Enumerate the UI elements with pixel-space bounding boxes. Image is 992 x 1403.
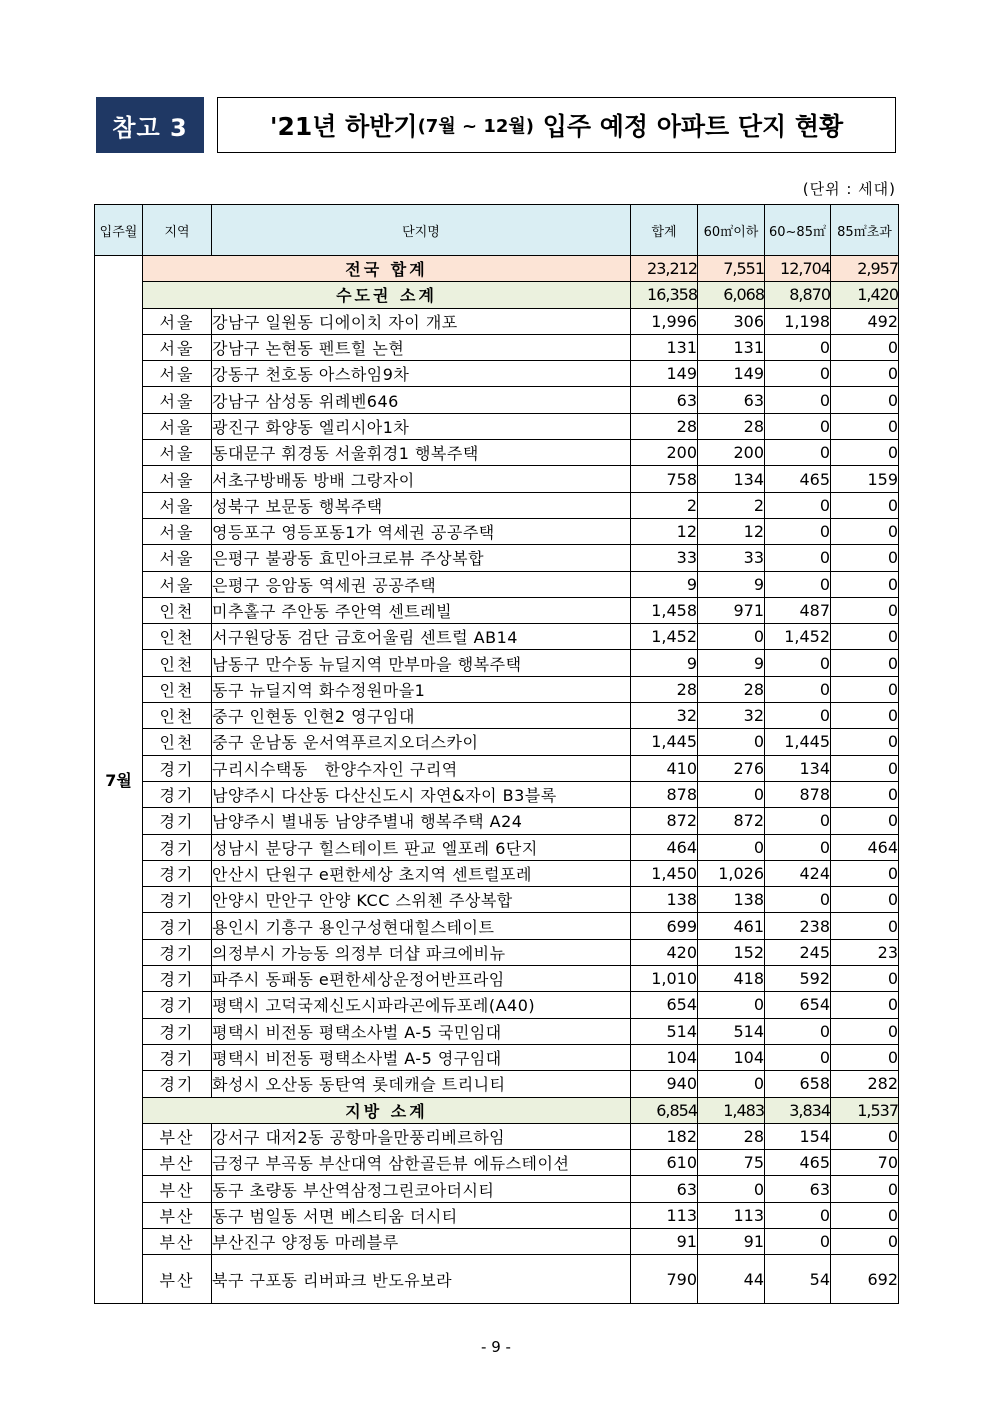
over85-cell: 0 [831,1044,899,1070]
complex-name-cell: 의정부시 가능동 의정부 더샵 파크에비뉴 [212,939,631,965]
mid-size-cell: 424 [765,860,831,886]
total-cell: 1,450 [631,860,698,886]
over85-cell: 0 [831,597,899,623]
capital-under60: 6,068 [698,282,765,308]
over85-cell: 0 [831,650,899,676]
over85-cell: 23 [831,939,899,965]
region-cell: 서울 [143,413,212,439]
total-cell: 63 [631,387,698,413]
region-cell: 부산 [143,1228,212,1254]
complex-name-cell: 서초구방배동 방배 그랑자이 [212,466,631,492]
total-cell: 1,452 [631,624,698,650]
mid-size-cell: 1,198 [765,308,831,334]
complex-name-cell: 구리시수택동 한양수자인 구리역 [212,755,631,781]
total-cell: 104 [631,1044,698,1070]
complex-name-cell: 남동구 만수동 뉴딜지역 만부마을 행복주택 [212,650,631,676]
over85-cell: 0 [831,992,899,1018]
over85-cell: 0 [831,729,899,755]
mid-size-cell: 465 [765,466,831,492]
table-row [95,703,899,729]
region-cell: 인천 [143,676,212,702]
table-row [95,413,899,439]
total-cell: 63 [631,1176,698,1202]
complex-name-cell: 파주시 동패동 e편한세상운정어반프라임 [212,966,631,992]
over85-cell: 0 [831,571,899,597]
mid-size-cell: 0 [765,518,831,544]
mid-size-cell: 0 [765,571,831,597]
mid-size-cell: 0 [765,676,831,702]
mid-size-cell: 238 [765,913,831,939]
complex-name-cell: 안산시 단원구 e편한세상 초지역 센트럴포레 [212,860,631,886]
complex-name-cell: 성북구 보문동 행복주택 [212,492,631,518]
total-cell: 12 [631,518,698,544]
region-cell: 경기 [143,755,212,781]
under60-cell: 0 [698,1071,765,1097]
table-row [95,1176,899,1202]
table-row [95,518,899,544]
over85-cell: 0 [831,1176,899,1202]
mid-size-cell: 0 [765,387,831,413]
under60-cell: 44 [698,1255,765,1304]
total-cell: 113 [631,1202,698,1228]
complex-name-cell: 화성시 오산동 동탄역 롯데캐슬 트리니티 [212,1071,631,1097]
under60-cell: 28 [698,1123,765,1149]
under60-cell: 306 [698,308,765,334]
total-cell: 200 [631,440,698,466]
table-row [95,308,899,334]
over85-cell: 0 [831,703,899,729]
complex-name-cell: 강남구 삼성동 위례벤646 [212,387,631,413]
over85-cell: 0 [831,913,899,939]
complex-name-cell: 강서구 대저2동 공항마을만풍리베르하임 [212,1123,631,1149]
complex-name-cell: 서구원당동 검단 금호어울림 센트럴 AB14 [212,624,631,650]
complex-name-cell: 중구 인현동 인현2 영구임대 [212,703,631,729]
complex-name-cell: 광진구 화양동 엘리시아1차 [212,413,631,439]
national-under60: 7,551 [698,256,765,282]
local-60-85: 3,834 [765,1097,831,1123]
table-row [95,466,899,492]
title-main: '21년 하반기 [269,112,418,141]
region-cell: 서울 [143,545,212,571]
over85-cell: 0 [831,413,899,439]
under60-cell: 200 [698,440,765,466]
region-cell: 경기 [143,1044,212,1070]
region-cell: 경기 [143,1018,212,1044]
total-cell: 149 [631,361,698,387]
over85-cell: 0 [831,966,899,992]
region-cell: 경기 [143,913,212,939]
under60-cell: 872 [698,808,765,834]
under60-cell: 0 [698,992,765,1018]
mid-size-cell: 592 [765,966,831,992]
table-row [95,992,899,1018]
table-header-row [95,205,899,256]
national-total-row [95,256,899,282]
under60-cell: 138 [698,887,765,913]
mid-size-cell: 0 [765,887,831,913]
capital-total: 16,358 [631,282,698,308]
total-cell: 410 [631,755,698,781]
mid-size-cell: 1,445 [765,729,831,755]
under60-cell: 418 [698,966,765,992]
complex-name-cell: 성남시 분당구 힐스테이트 판교 엘포레 6단지 [212,834,631,860]
mid-size-cell: 0 [765,413,831,439]
region-cell: 서울 [143,387,212,413]
total-cell: 138 [631,887,698,913]
table-row [95,755,899,781]
total-cell: 131 [631,334,698,360]
under60-cell: 28 [698,413,765,439]
under60-cell: 12 [698,518,765,544]
table-row [95,361,899,387]
complex-name-cell: 안양시 만안구 안양 KCC 스위첸 주상복합 [212,887,631,913]
complex-name-cell: 동구 범일동 서면 베스티움 더시티 [212,1202,631,1228]
header-total: 합계 [631,205,698,256]
mid-size-cell: 487 [765,597,831,623]
under60-cell: 75 [698,1150,765,1176]
under60-cell: 0 [698,781,765,807]
region-cell: 서울 [143,571,212,597]
national-total: 23,212 [631,256,698,282]
table-row [95,676,899,702]
reference-badge [96,97,204,153]
under60-cell: 134 [698,466,765,492]
table-row [95,387,899,413]
mid-size-cell: 0 [765,834,831,860]
total-cell: 28 [631,413,698,439]
region-cell: 부산 [143,1176,212,1202]
total-cell: 610 [631,1150,698,1176]
mid-size-cell: 0 [765,1202,831,1228]
capital-over85: 1,420 [831,282,899,308]
total-cell: 9 [631,650,698,676]
complex-name-cell: 동구 뉴딜지역 화수정원마을1 [212,676,631,702]
header-name: 단지명 [212,205,631,256]
total-cell: 1,445 [631,729,698,755]
mid-size-cell: 154 [765,1123,831,1149]
complex-name-cell: 북구 구포동 리버파크 반도유보라 [212,1255,631,1304]
capital-subtotal-label: 수도권 소계 [143,282,631,308]
table-row [95,913,899,939]
region-cell: 서울 [143,492,212,518]
under60-cell: 276 [698,755,765,781]
table-row [95,939,899,965]
total-cell: 790 [631,1255,698,1304]
month-cell: 7월 [95,256,143,1304]
region-cell: 경기 [143,992,212,1018]
mid-size-cell: 0 [765,361,831,387]
complex-name-cell: 남양주시 별내동 남양주별내 행복주택 A24 [212,808,631,834]
total-cell: 699 [631,913,698,939]
region-cell: 경기 [143,1071,212,1097]
under60-cell: 9 [698,571,765,597]
page-title [217,97,896,153]
total-cell: 182 [631,1123,698,1149]
over85-cell: 0 [831,624,899,650]
mid-size-cell: 0 [765,808,831,834]
total-cell: 9 [631,571,698,597]
table-row [95,334,899,360]
over85-cell: 0 [831,518,899,544]
over85-cell: 0 [831,334,899,360]
region-cell: 서울 [143,466,212,492]
total-cell: 28 [631,676,698,702]
header-under60: 60㎡이하 [698,205,765,256]
total-cell: 33 [631,545,698,571]
region-cell: 인천 [143,650,212,676]
under60-cell: 28 [698,676,765,702]
under60-cell: 131 [698,334,765,360]
total-cell: 91 [631,1228,698,1254]
total-cell: 872 [631,808,698,834]
unit-note: (단위 : 세대) [802,180,896,198]
mid-size-cell: 0 [765,650,831,676]
total-cell: 878 [631,781,698,807]
mid-size-cell: 54 [765,1255,831,1304]
region-cell: 경기 [143,834,212,860]
region-cell: 경기 [143,860,212,886]
over85-cell: 492 [831,308,899,334]
over85-cell: 0 [831,440,899,466]
over85-cell: 70 [831,1150,899,1176]
mid-size-cell: 1,452 [765,624,831,650]
total-cell: 1,996 [631,308,698,334]
region-cell: 서울 [143,361,212,387]
total-cell: 2 [631,492,698,518]
table-row [95,624,899,650]
mid-size-cell: 0 [765,703,831,729]
region-cell: 경기 [143,887,212,913]
table-row [95,1202,899,1228]
over85-cell: 159 [831,466,899,492]
complex-name-cell: 은평구 불광동 효민아크로뷰 주상복합 [212,545,631,571]
under60-cell: 32 [698,703,765,729]
national-total-label: 전국 합계 [143,256,631,282]
table-row [95,545,899,571]
over85-cell: 0 [831,1018,899,1044]
region-cell: 인천 [143,624,212,650]
mid-size-cell: 654 [765,992,831,1018]
region-cell: 인천 [143,703,212,729]
complex-name-cell: 용인시 기흥구 용인구성현대힐스테이트 [212,913,631,939]
complex-name-cell: 부산진구 양정동 마레블루 [212,1228,631,1254]
table-row [95,571,899,597]
header-60-85: 60~85㎡ [765,205,831,256]
over85-cell: 0 [831,545,899,571]
over85-cell: 0 [831,387,899,413]
table-row [95,860,899,886]
over85-cell: 0 [831,361,899,387]
mid-size-cell: 0 [765,1018,831,1044]
local-total: 6,854 [631,1097,698,1123]
table-row [95,1228,899,1254]
complex-name-cell: 중구 운남동 운서역푸르지오더스카이 [212,729,631,755]
region-cell: 부산 [143,1202,212,1228]
under60-cell: 971 [698,597,765,623]
table-row [95,1018,899,1044]
under60-cell: 9 [698,650,765,676]
complex-name-cell: 동구 초량동 부산역삼정그린코아더시티 [212,1176,631,1202]
region-cell: 서울 [143,440,212,466]
complex-name-cell: 강남구 논현동 펜트힐 논현 [212,334,631,360]
over85-cell: 0 [831,492,899,518]
region-cell: 부산 [143,1150,212,1176]
national-over85: 2,957 [831,256,899,282]
title-period: (7월 ~ 12월) [417,116,534,137]
region-cell: 경기 [143,781,212,807]
under60-cell: 0 [698,834,765,860]
total-cell: 32 [631,703,698,729]
local-over85: 1,537 [831,1097,899,1123]
national-60-85: 12,704 [765,256,831,282]
total-cell: 758 [631,466,698,492]
table-row [95,440,899,466]
table-row [95,1255,899,1304]
region-cell: 부산 [143,1123,212,1149]
under60-cell: 63 [698,387,765,413]
region-cell: 인천 [143,729,212,755]
table-row [95,729,899,755]
over85-cell: 0 [831,1202,899,1228]
local-subtotal-row [95,1097,899,1123]
over85-cell: 282 [831,1071,899,1097]
over85-cell: 692 [831,1255,899,1304]
over85-cell: 464 [831,834,899,860]
complex-name-cell: 강동구 천호동 아스하임9차 [212,361,631,387]
over85-cell: 0 [831,887,899,913]
table-row [95,597,899,623]
mid-size-cell: 0 [765,334,831,360]
region-cell: 서울 [143,308,212,334]
badge-text: 참고 3 [112,113,188,142]
mid-size-cell: 658 [765,1071,831,1097]
header-over85: 85㎡초과 [831,205,899,256]
under60-cell: 0 [698,1176,765,1202]
table-body [95,256,899,1304]
under60-cell: 0 [698,729,765,755]
under60-cell: 113 [698,1202,765,1228]
header-month: 입주월 [95,205,143,256]
region-cell: 서울 [143,518,212,544]
region-cell: 인천 [143,597,212,623]
complex-name-cell: 평택시 비전동 평택소사벌 A-5 영구임대 [212,1044,631,1070]
mid-size-cell: 0 [765,1228,831,1254]
mid-size-cell: 134 [765,755,831,781]
under60-cell: 1,026 [698,860,765,886]
table-row [95,966,899,992]
complex-name-cell: 은평구 응암동 역세권 공공주택 [212,571,631,597]
total-cell: 420 [631,939,698,965]
under60-cell: 152 [698,939,765,965]
region-cell: 경기 [143,939,212,965]
capital-subtotal-row [95,282,899,308]
complex-name-cell: 평택시 비전동 평택소사벌 A-5 국민임대 [212,1018,631,1044]
region-cell: 경기 [143,966,212,992]
mid-size-cell: 878 [765,781,831,807]
mid-size-cell: 0 [765,492,831,518]
mid-size-cell: 465 [765,1150,831,1176]
table-row [95,1150,899,1176]
under60-cell: 514 [698,1018,765,1044]
under60-cell: 91 [698,1228,765,1254]
title-rest: 입주 예정 아파트 단지 현황 [534,112,844,141]
complex-name-cell: 영등포구 영등포동1가 역세권 공공주택 [212,518,631,544]
table-row [95,781,899,807]
region-cell: 서울 [143,334,212,360]
table-row [95,1044,899,1070]
total-cell: 1,010 [631,966,698,992]
local-under60: 1,483 [698,1097,765,1123]
under60-cell: 0 [698,624,765,650]
complex-name-cell: 미추홀구 주안동 주안역 센트레빌 [212,597,631,623]
mid-size-cell: 63 [765,1176,831,1202]
over85-cell: 0 [831,860,899,886]
over85-cell: 0 [831,676,899,702]
mid-size-cell: 0 [765,545,831,571]
apartment-table [94,204,899,1304]
complex-name-cell: 동대문구 휘경동 서울휘경1 행복주택 [212,440,631,466]
under60-cell: 2 [698,492,765,518]
under60-cell: 461 [698,913,765,939]
local-subtotal-label: 지방 소계 [143,1097,631,1123]
complex-name-cell: 금정구 부곡동 부산대역 삼한골든뷰 에듀스테이션 [212,1150,631,1176]
over85-cell: 0 [831,781,899,807]
table-row [95,1123,899,1149]
over85-cell: 0 [831,755,899,781]
header-region: 지역 [143,205,212,256]
table-row [95,1071,899,1097]
under60-cell: 104 [698,1044,765,1070]
mid-size-cell: 245 [765,939,831,965]
region-cell: 경기 [143,808,212,834]
total-cell: 1,458 [631,597,698,623]
complex-name-cell: 남양주시 다산동 다산신도시 자연&자이 B3블록 [212,781,631,807]
total-cell: 514 [631,1018,698,1044]
total-cell: 464 [631,834,698,860]
table-row [95,808,899,834]
table-row [95,650,899,676]
mid-size-cell: 0 [765,1044,831,1070]
table-row [95,834,899,860]
over85-cell: 0 [831,808,899,834]
under60-cell: 33 [698,545,765,571]
under60-cell: 149 [698,361,765,387]
complex-name-cell: 평택시 고덕국제신도시파라곤에듀포레(A40) [212,992,631,1018]
total-cell: 940 [631,1071,698,1097]
complex-name-cell: 강남구 일원동 디에이치 자이 개포 [212,308,631,334]
table-row [95,887,899,913]
total-cell: 654 [631,992,698,1018]
over85-cell: 0 [831,1123,899,1149]
table-row [95,492,899,518]
mid-size-cell: 0 [765,440,831,466]
capital-60-85: 8,870 [765,282,831,308]
over85-cell: 0 [831,1228,899,1254]
region-cell: 부산 [143,1255,212,1304]
page-number: - 9 - [481,1338,511,1356]
